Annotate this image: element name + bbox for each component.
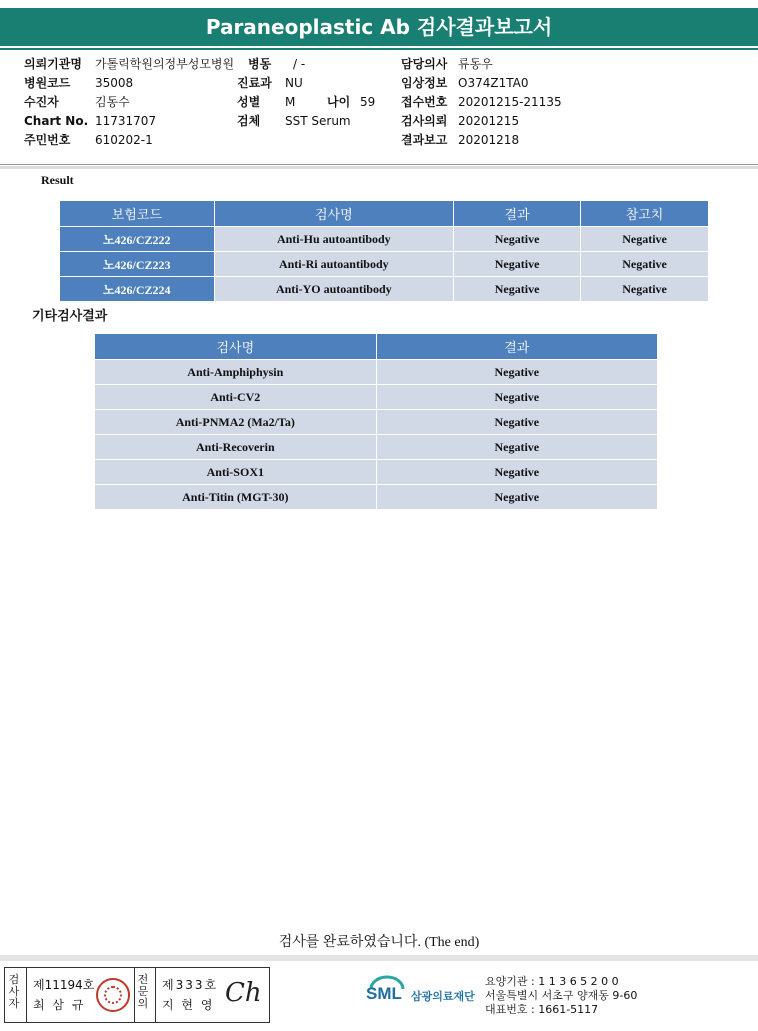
table-cell: Anti-Titin (MGT-30): [95, 485, 377, 510]
specimen-value: SST Serum: [285, 114, 351, 128]
table-cell: Anti-CV2: [95, 385, 377, 410]
ward-value: / -: [293, 57, 306, 71]
info-item-value: 610202-1: [95, 133, 153, 147]
table-cell: Negative: [376, 360, 657, 385]
info-item-value: 가톨릭학원의정부성모병원: [95, 57, 235, 71]
column-header: 검사명: [95, 334, 377, 360]
column-header: 검사명: [214, 201, 454, 227]
age-value: 59: [360, 95, 376, 109]
table-cell: Anti-Hu autoantibody: [214, 227, 454, 252]
org-abbr: SML: [366, 984, 402, 1003]
examiner-label: 검사자: [8, 973, 20, 1010]
report-title: Paraneoplastic Ab 검사결과보고서: [0, 8, 758, 46]
table-cell: Negative: [454, 252, 581, 277]
info-item-field: [24, 74, 134, 92]
sex-field: [237, 93, 296, 111]
table-row: [95, 410, 658, 435]
main-result-table: [59, 200, 709, 302]
table-cell: Negative: [376, 410, 657, 435]
info-item-label: Chart No.: [24, 114, 89, 128]
main-table-header: [60, 201, 709, 227]
table-cell: Anti-Amphiphysin: [95, 360, 377, 385]
info-item-value: 11731707: [95, 114, 157, 128]
column-header: 결과: [454, 201, 581, 227]
end-message: 검사를 완료하였습니다. (The end): [278, 935, 480, 950]
sex-value: M: [285, 95, 296, 109]
signature-box: [4, 967, 270, 1023]
signature: Ch: [225, 978, 262, 1008]
main-table-body: [60, 227, 709, 302]
footer-band: [0, 955, 758, 961]
phone: 대표번호 : 1661-5117: [485, 1003, 599, 1016]
examiner-name: 최 삼 규: [33, 998, 86, 1012]
info-item-field: [401, 74, 529, 92]
info-item-field: [401, 112, 520, 130]
address: 서울특별시 서초구 양재동 9-60: [485, 989, 638, 1002]
info-item-field: [24, 93, 130, 111]
table-row: [95, 360, 658, 385]
table-cell: Negative: [581, 252, 709, 277]
column-header: 참고치: [581, 201, 709, 227]
age-field: [327, 93, 375, 111]
info-item-label: 담당의사: [401, 57, 448, 71]
verifier-number: 제333호: [162, 978, 219, 992]
info-item-value: 20201215-21135: [458, 95, 562, 109]
table-cell: Negative: [454, 227, 581, 252]
info-item-label: 임상정보: [401, 76, 448, 90]
verifier-label: 전문의: [137, 973, 149, 1010]
header-divider-shadow: [0, 166, 758, 169]
dept-label: 진료과: [237, 76, 272, 90]
sex-label: 성별: [237, 95, 261, 109]
org-name: 삼광의료재단: [411, 990, 475, 1003]
table-cell: Anti-SOX1: [95, 460, 377, 485]
divider: [26, 968, 27, 1022]
info-item-field: [401, 93, 562, 111]
divider: [134, 968, 135, 1022]
info-item-value: 35008: [95, 76, 134, 90]
info-item-value: 20201218: [458, 133, 520, 147]
examiner-seal: [96, 978, 130, 1012]
examiner-number: 제11194호: [33, 978, 95, 992]
info-item-label: 검사의뢰: [401, 114, 448, 128]
info-item-field: [401, 55, 493, 73]
column-header: 보험코드: [60, 201, 215, 227]
table-row: [60, 252, 709, 277]
header-divider: [0, 164, 758, 165]
dept-value: NU: [285, 76, 303, 90]
facility-code: 요양기관 : 1 1 3 6 5 2 0 0: [485, 975, 619, 988]
other-table-header: [95, 334, 658, 360]
other-result-table: [94, 333, 658, 510]
info-item-label: 병원코드: [24, 76, 71, 90]
table-cell: Negative: [581, 227, 709, 252]
table-cell: Anti-PNMA2 (Ma2/Ta): [95, 410, 377, 435]
info-item-label: 의뢰기관명: [24, 57, 82, 71]
info-item-field: [24, 131, 153, 149]
other-results-label: 기타검사결과: [32, 309, 108, 324]
table-cell: Negative: [376, 385, 657, 410]
info-item-value: 김동수: [95, 95, 130, 109]
info-item-field: [401, 131, 520, 149]
divider: [155, 968, 156, 1022]
table-cell: Anti-YO autoantibody: [214, 277, 454, 302]
info-item-label: 결과보고: [401, 133, 448, 147]
result-label: Result: [41, 173, 74, 187]
table-cell: Anti-Recoverin: [95, 435, 377, 460]
info-item-value: 류동우: [458, 57, 493, 71]
ward-label: 병동: [248, 57, 272, 71]
table-cell: 노426/CZ222: [60, 227, 215, 252]
age-label: 나이: [327, 95, 351, 109]
info-item-label: 수진자: [24, 95, 59, 109]
table-row: [60, 277, 709, 302]
table-row: [60, 227, 709, 252]
info-item-value: O374Z1TA0: [458, 76, 529, 90]
info-item-value: 20201215: [458, 114, 520, 128]
table-cell: 노426/CZ223: [60, 252, 215, 277]
column-header: 결과: [376, 334, 657, 360]
table-cell: Negative: [376, 485, 657, 510]
table-cell: 노426/CZ224: [60, 277, 215, 302]
dept-field: [237, 74, 303, 92]
table-row: [95, 385, 658, 410]
table-cell: Anti-Ri autoantibody: [214, 252, 454, 277]
table-row: [95, 485, 658, 510]
ward-field: [248, 55, 305, 73]
info-item-label: 주민번호: [24, 133, 71, 147]
table-cell: Negative: [454, 277, 581, 302]
table-cell: Negative: [581, 277, 709, 302]
specimen-label: 검체: [237, 114, 261, 128]
specimen-field: [237, 112, 351, 130]
table-row: [95, 435, 658, 460]
info-item-field: [24, 112, 157, 130]
title-rule: [0, 48, 758, 50]
info-item-label: 접수번호: [401, 95, 448, 109]
table-cell: Negative: [376, 435, 657, 460]
table-row: [95, 460, 658, 485]
info-item-field: [24, 55, 235, 73]
table-cell: Negative: [376, 460, 657, 485]
verifier-name: 지 현 영: [162, 998, 215, 1012]
other-table-body: [95, 360, 658, 510]
